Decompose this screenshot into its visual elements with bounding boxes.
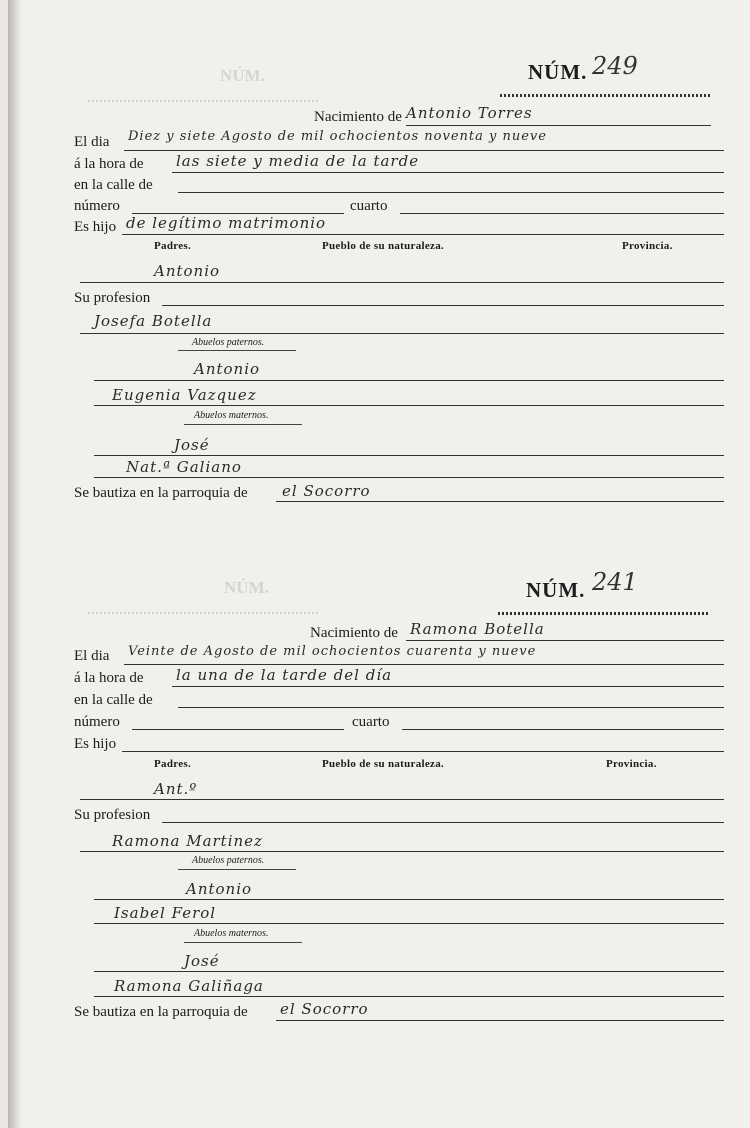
- nacimiento-label: Nacimiento de: [310, 625, 398, 641]
- madre-name: Ramona Martinez: [112, 832, 263, 850]
- col-pueblo: Pueblo de su naturaleza.: [322, 240, 445, 252]
- rule: [94, 455, 724, 456]
- rule: [122, 751, 724, 752]
- dia-value: Diez y siete Agosto de mil ochocientos noventa y nueve: [128, 129, 547, 144]
- rule: [276, 1020, 724, 1021]
- abuelo-paterno-name: Antonio: [194, 360, 261, 378]
- rule: [94, 899, 724, 900]
- nacimiento-value: Antonio Torres: [406, 104, 533, 122]
- rule: [80, 851, 724, 852]
- parroquia-value: el Socorro: [280, 1000, 369, 1018]
- hijo-value: de legítimo matrimonio: [126, 214, 327, 232]
- nacimiento-label: Nacimiento de: [314, 109, 402, 125]
- rule: [124, 664, 724, 665]
- abuela-materna-name: Nat.ª Galiano: [126, 458, 242, 476]
- bleed-through-line: [88, 100, 318, 102]
- hora-label: á la hora de: [74, 156, 144, 172]
- dia-label: El dia: [74, 648, 110, 664]
- hora-value: la una de la tarde del día: [176, 666, 393, 684]
- nacimiento-value: Ramona Botella: [410, 620, 545, 638]
- abuelo-paterno-name: Antonio: [186, 880, 253, 898]
- cuarto-label: cuarto: [352, 714, 390, 730]
- parroquia-value: el Socorro: [282, 482, 371, 500]
- header-rule: [500, 94, 710, 97]
- abuelo-materno-name: José: [174, 436, 210, 454]
- rule: [80, 333, 724, 334]
- rule: [178, 350, 296, 351]
- calle-label: en la calle de: [74, 692, 153, 708]
- rule: [94, 380, 724, 381]
- rule: [402, 729, 724, 730]
- rule: [406, 640, 724, 641]
- rule: [400, 213, 724, 214]
- padre-name: Antonio: [154, 262, 221, 280]
- rule: [94, 405, 724, 406]
- rule: [184, 942, 302, 943]
- bleed-through-num: NÚM.: [220, 66, 265, 85]
- rule: [178, 869, 296, 870]
- record-number-value: 241: [592, 568, 638, 596]
- dia-value: Veinte de Agosto de mil ochocientos cuarenta y nueve: [128, 644, 537, 659]
- col-pueblo: Pueblo de su naturaleza.: [322, 758, 445, 770]
- parroquia-label: Se bautiza en la parroquia de: [74, 1004, 248, 1020]
- rule: [276, 501, 724, 502]
- rule: [184, 424, 302, 425]
- abuelo-materno-name: José: [184, 952, 220, 970]
- abuela-materna-name: Ramona Galiñaga: [114, 977, 264, 995]
- record-number-value: 249: [592, 52, 638, 80]
- abuela-paterna-name: Isabel Ferol: [114, 904, 217, 922]
- bleed-through-num: NÚM.: [224, 578, 269, 597]
- profesion-label: Su profesion: [74, 290, 151, 306]
- col-padres: Padres.: [154, 240, 192, 252]
- record-number-label: NÚM.: [526, 578, 586, 602]
- cuarto-label: cuarto: [350, 198, 388, 214]
- abuelos-maternos-label: Abuelos maternos.: [194, 928, 269, 939]
- rule: [94, 923, 724, 924]
- madre-name: Josefa Botella: [94, 312, 213, 330]
- numero-label: número: [74, 714, 120, 730]
- header-rule: [498, 612, 710, 615]
- rule: [94, 996, 724, 997]
- rule: [178, 707, 724, 708]
- dia-label: El dia: [74, 134, 110, 150]
- rule: [162, 822, 724, 823]
- rule: [172, 686, 724, 687]
- hijo-label: Es hijo: [74, 736, 117, 752]
- book-spine-shadow: [8, 0, 22, 1128]
- bleed-through-line: [88, 612, 318, 614]
- profesion-label: Su profesion: [74, 807, 151, 823]
- col-provincia: Provincia.: [622, 240, 673, 252]
- rule: [406, 125, 711, 126]
- rule: [94, 971, 724, 972]
- rule: [162, 305, 724, 306]
- abuelos-maternos-label: Abuelos maternos.: [194, 410, 269, 421]
- numero-label: número: [74, 198, 120, 214]
- hora-value: las siete y media de la tarde: [176, 152, 420, 170]
- rule: [80, 282, 724, 283]
- rule: [80, 799, 724, 800]
- abuelos-paternos-label: Abuelos paternos.: [192, 855, 265, 866]
- padre-name: Ant.º: [154, 780, 198, 798]
- calle-label: en la calle de: [74, 177, 153, 193]
- parroquia-label: Se bautiza en la parroquia de: [74, 485, 248, 501]
- register-page: [8, 0, 750, 1128]
- rule: [178, 192, 724, 193]
- rule: [122, 234, 724, 235]
- col-provincia: Provincia.: [606, 758, 657, 770]
- rule: [94, 477, 724, 478]
- abuelos-paternos-label: Abuelos paternos.: [192, 337, 265, 348]
- record-number-label: NÚM.: [528, 60, 588, 84]
- col-padres: Padres.: [154, 758, 192, 770]
- rule: [172, 172, 724, 173]
- hijo-label: Es hijo: [74, 219, 117, 235]
- rule: [132, 729, 344, 730]
- abuela-paterna-name: Eugenia Vazquez: [112, 386, 257, 404]
- hora-label: á la hora de: [74, 670, 144, 686]
- rule: [124, 150, 724, 151]
